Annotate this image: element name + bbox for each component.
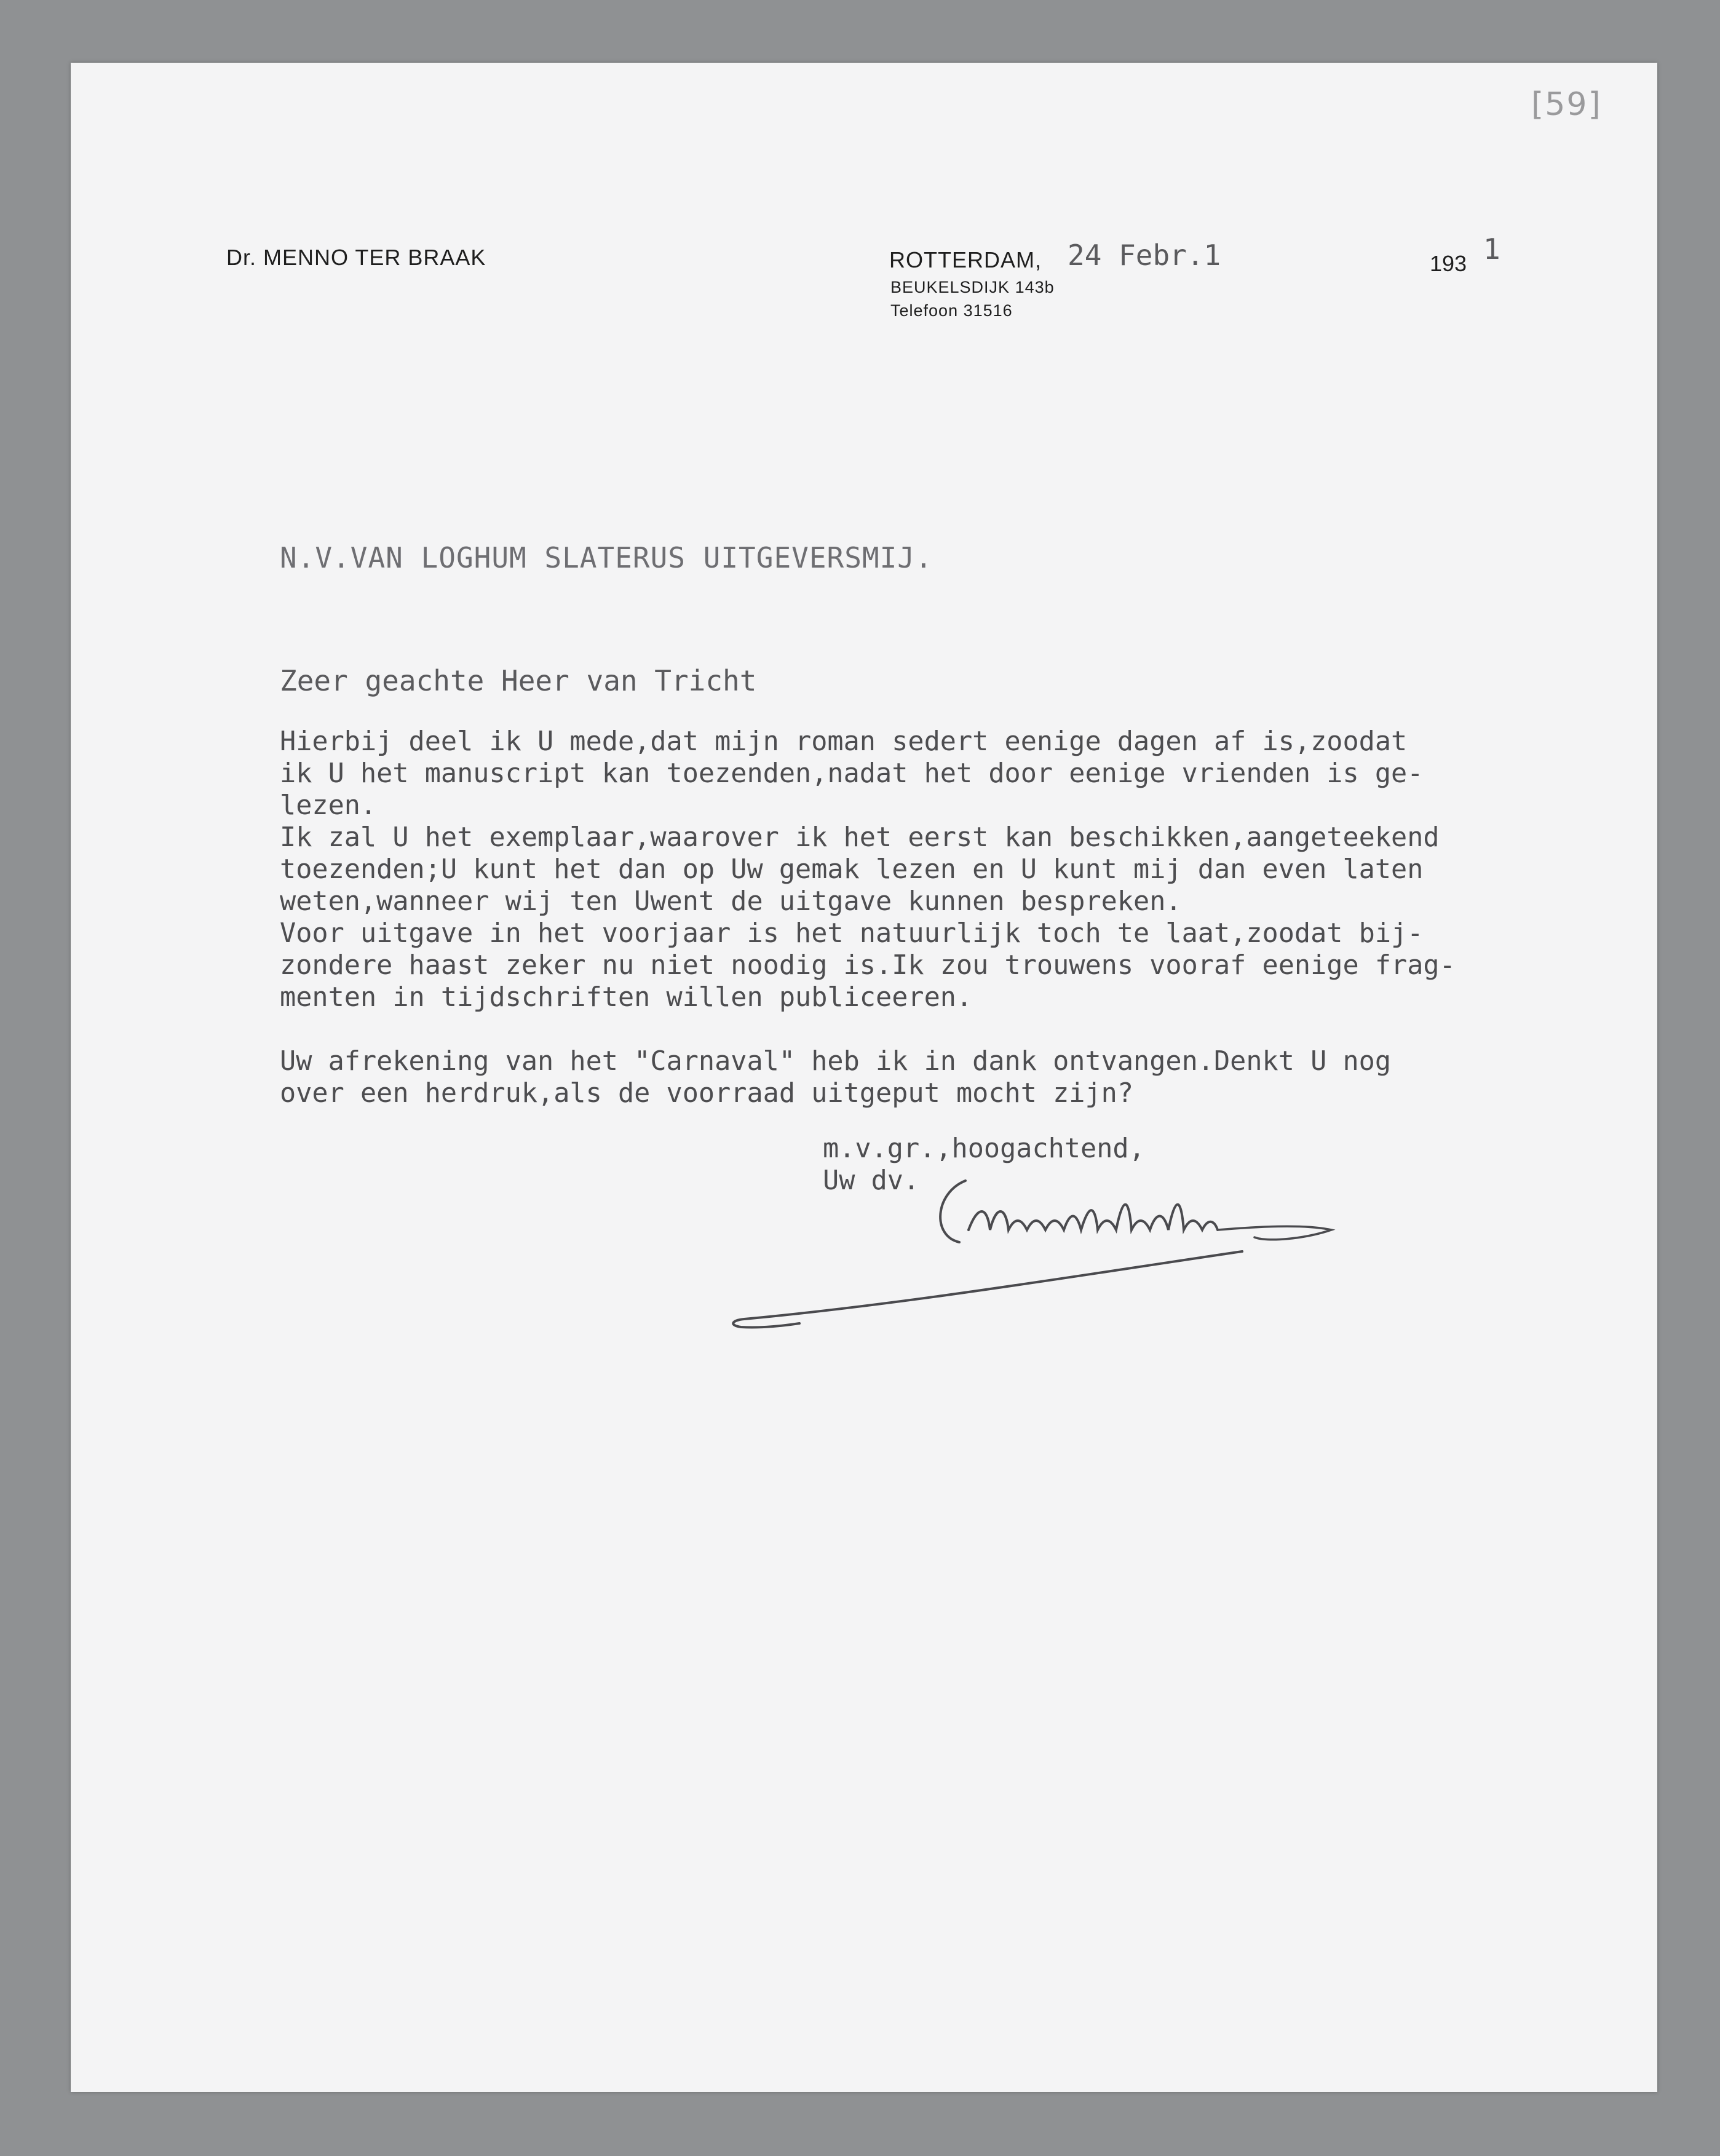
salutation: Zeer geachte Heer van Tricht (280, 664, 757, 697)
letterhead-city: ROTTERDAM, (889, 247, 1042, 272)
body-line: Voor uitgave in het voorjaar is het natuurlijk toch te laat,zoodat bij- (280, 918, 1424, 949)
handwritten-signature (726, 1168, 1341, 1341)
letterhead-address: BEUKELSDIJK 143b (890, 278, 1055, 296)
archive-number: [59] (1531, 86, 1602, 123)
letter-date: 24 Febr.1 (1068, 239, 1221, 272)
body-line: over een herdruk,als de voorraad uitgeput mocht zijn? (280, 1078, 1134, 1109)
closing-line: m.v.gr.,hoogachtend, (823, 1133, 1145, 1164)
body-line: menten in tijdschriften willen publiceeren. (280, 982, 973, 1013)
closing-line: Uw dv. (823, 1165, 920, 1196)
year-suffix: 1 (1483, 232, 1500, 266)
addressee: N.V.VAN LOGHUM SLATERUS UITGEVERSMIJ. (280, 541, 933, 574)
body-line: zondere haast zeker nu niet noodig is.Ik zou trouwens vooraf eenige frag- (280, 950, 1456, 981)
paragraph-gap (280, 1013, 1651, 1045)
letterhead-year-prefix: 193 (1430, 251, 1467, 276)
body-line: Ik zal U het exemplaar,waarover ik het eerst kan beschikken,aangeteekend (280, 822, 1440, 853)
letterhead-name: Dr. MENNO TER BRAAK (226, 245, 486, 270)
body-line: ik U het manuscript kan toezenden,nadat het door eenige vrienden is ge- (280, 758, 1424, 789)
body-line: lezen. (280, 790, 377, 821)
body-line: Uw afrekening van het "Carnaval" heb ik in dank ontvangen.Denkt U nog (280, 1046, 1392, 1077)
letterhead-telephone: Telefoon 31516 (890, 301, 1013, 320)
body-line: toezenden;U kunt het dan op Uw gemak lezen en U kunt mij dan even laten (280, 854, 1424, 885)
body-line: weten,wanneer wij ten Uwent de uitgave kunnen bespreken. (280, 886, 1182, 917)
body-line: Hierbij deel ik U mede,dat mijn roman sedert eenige dagen af is,zoodat (280, 726, 1408, 757)
letter-body (280, 726, 1651, 1109)
